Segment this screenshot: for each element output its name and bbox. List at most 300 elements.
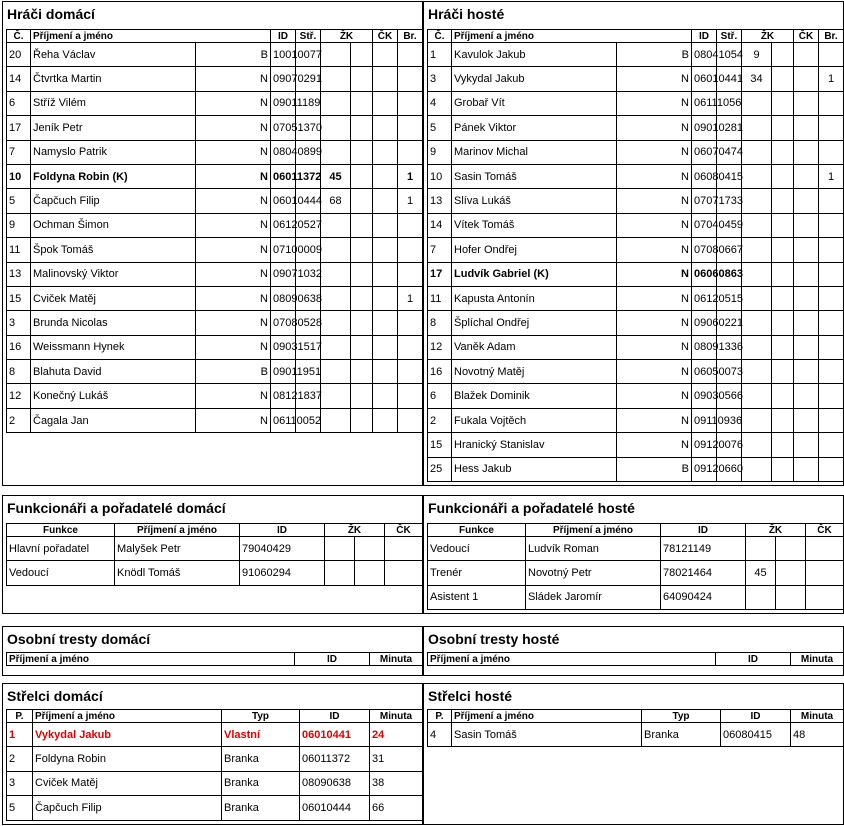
player-yellow-card <box>321 140 351 164</box>
player-number: 9 <box>7 213 31 237</box>
player-id: 07100009 <box>271 238 296 262</box>
player-number: 14 <box>7 67 31 91</box>
col-name: Příjmení a jméno <box>31 30 271 43</box>
player-number: 11 <box>7 238 31 262</box>
scorer-id: 06010444 <box>300 796 370 820</box>
player-id: 09120660 <box>692 457 717 481</box>
official-role: Asistent 1 <box>428 585 526 609</box>
col-minute: Minuta <box>791 653 844 666</box>
player-yellow-card-extra <box>351 91 373 115</box>
player-yellow-card-extra <box>772 91 794 115</box>
player-id: 10010077 <box>271 43 296 67</box>
player-name: Blahuta David <box>31 360 196 384</box>
player-number: 25 <box>428 457 452 481</box>
home-scorers-title: Střelci domácí <box>7 688 103 704</box>
player-number: 7 <box>7 140 31 164</box>
header-row <box>428 30 844 43</box>
player-name: Řeha Václav <box>31 43 196 67</box>
col-id: ID <box>716 653 791 666</box>
player-yellow-card <box>321 360 351 384</box>
player-red-card <box>373 140 398 164</box>
player-name: Kapusta Antonín <box>452 286 617 310</box>
col-minute: Minuta <box>370 710 423 723</box>
player-id: 09110936 <box>692 408 717 432</box>
official-name: Malyšek Petr <box>115 537 240 561</box>
header-row <box>428 653 844 666</box>
player-id: 06111056 <box>692 91 717 115</box>
player-number: 17 <box>7 116 31 140</box>
scorer-id: 06080415 <box>721 723 791 747</box>
player-goals-keeper <box>398 140 423 164</box>
player-row <box>7 408 423 432</box>
player-red-card <box>794 457 819 481</box>
player-yellow-card-extra <box>351 311 373 335</box>
player-position: B <box>196 43 271 67</box>
player-yellow-card-extra <box>351 67 373 91</box>
player-id: 09011189 <box>271 91 296 115</box>
official-yellow-card <box>325 561 355 585</box>
scorer-order: 2 <box>7 747 33 771</box>
player-position: N <box>617 213 692 237</box>
player-goals-keeper <box>398 408 423 432</box>
player-yellow-card-extra <box>772 311 794 335</box>
home-scorers-table <box>6 709 423 821</box>
player-goals-keeper: 1 <box>398 286 423 310</box>
player-yellow-card-extra <box>772 140 794 164</box>
home-players-table <box>6 29 423 433</box>
player-number: 3 <box>7 311 31 335</box>
player-yellow-card <box>742 116 772 140</box>
player-red-card <box>794 408 819 432</box>
player-yellow-card <box>321 262 351 286</box>
player-row <box>7 311 423 335</box>
player-yellow-card-extra <box>351 286 373 310</box>
player-yellow-card <box>321 213 351 237</box>
player-goals-keeper <box>398 335 423 359</box>
player-number: 12 <box>7 384 31 408</box>
player-id: 08041054 <box>692 43 717 67</box>
player-goals-keeper <box>398 67 423 91</box>
player-position: N <box>196 213 271 237</box>
player-goals-keeper <box>819 433 844 457</box>
player-id: 09070291 <box>271 67 296 91</box>
player-row <box>428 262 844 286</box>
player-position: N <box>196 286 271 310</box>
player-yellow-card-extra <box>351 116 373 140</box>
home-scorers-panel <box>2 683 423 825</box>
col-goals-keeper: Br. <box>398 30 423 43</box>
scorer-type: Branka <box>222 771 300 795</box>
player-row <box>7 140 423 164</box>
player-number: 12 <box>428 335 452 359</box>
home-players-panel <box>2 1 423 486</box>
scorer-type: Branka <box>222 796 300 820</box>
player-name: Kavulok Jakub <box>452 43 617 67</box>
player-number: 8 <box>428 311 452 335</box>
player-position: N <box>617 262 692 286</box>
player-row <box>428 164 844 188</box>
player-yellow-card <box>742 457 772 481</box>
player-goals-keeper: 1 <box>819 164 844 188</box>
player-goals-keeper: 1 <box>398 164 423 188</box>
player-yellow-card-extra <box>351 384 373 408</box>
player-red-card <box>373 408 398 432</box>
scorer-minute: 38 <box>370 771 423 795</box>
player-row <box>428 91 844 115</box>
player-red-card <box>794 311 819 335</box>
player-id: 06120527 <box>271 213 296 237</box>
player-yellow-card-extra <box>772 189 794 213</box>
player-row <box>7 189 423 213</box>
player-row <box>428 43 844 67</box>
scorer-name: Sasin Tomáš <box>452 723 642 747</box>
player-yellow-card <box>321 335 351 359</box>
player-name: Marinov Michal <box>452 140 617 164</box>
player-position: N <box>617 408 692 432</box>
player-yellow-card-extra <box>772 262 794 286</box>
player-goals-keeper <box>819 213 844 237</box>
player-row <box>428 335 844 359</box>
col-type: Typ <box>642 710 721 723</box>
player-red-card <box>373 238 398 262</box>
player-yellow-card <box>742 189 772 213</box>
player-yellow-card <box>742 360 772 384</box>
col-order: P. <box>7 710 33 723</box>
player-yellow-card-extra <box>772 286 794 310</box>
player-number: 14 <box>428 213 452 237</box>
col-number: Č. <box>7 30 31 43</box>
home-players-title: Hráči domácí <box>7 6 95 22</box>
player-red-card <box>373 311 398 335</box>
player-row <box>7 91 423 115</box>
official-id: 64090424 <box>661 585 746 609</box>
player-yellow-card-extra <box>351 189 373 213</box>
player-row <box>428 67 844 91</box>
col-yellow: ŽK <box>325 524 385 537</box>
player-goals-keeper <box>819 360 844 384</box>
player-goals-keeper <box>398 91 423 115</box>
player-yellow-card <box>742 335 772 359</box>
official-role: Vedoucí <box>7 561 115 585</box>
official-yellow-card-extra <box>355 537 385 561</box>
player-name: Ludvík Gabriel (K) <box>452 262 617 286</box>
player-red-card <box>373 384 398 408</box>
player-id: 09011951 <box>271 360 296 384</box>
scorer-type: Branka <box>222 747 300 771</box>
player-goals-keeper <box>398 311 423 335</box>
player-id: 06050073 <box>692 360 717 384</box>
player-row <box>428 360 844 384</box>
player-position: N <box>617 140 692 164</box>
player-yellow-card-extra <box>772 238 794 262</box>
player-position: N <box>617 360 692 384</box>
player-position: N <box>196 116 271 140</box>
player-red-card <box>373 189 398 213</box>
official-role: Hlavní pořadatel <box>7 537 115 561</box>
player-red-card <box>794 67 819 91</box>
player-yellow-card <box>742 384 772 408</box>
player-row <box>7 262 423 286</box>
player-yellow-card-extra <box>351 140 373 164</box>
official-name: Knödl Tomáš <box>115 561 240 585</box>
scorer-type: Vlastní <box>222 723 300 747</box>
player-row <box>428 286 844 310</box>
official-row <box>428 537 844 561</box>
player-yellow-card-extra <box>351 164 373 188</box>
player-yellow-card-extra <box>772 457 794 481</box>
header-row <box>428 710 844 723</box>
player-name: Novotný Matěj <box>452 360 617 384</box>
player-yellow-card: 45 <box>321 164 351 188</box>
away-scorers-title: Střelci hosté <box>428 688 513 704</box>
player-yellow-card <box>321 408 351 432</box>
official-yellow-card <box>325 537 355 561</box>
official-row <box>7 561 423 585</box>
player-red-card <box>794 286 819 310</box>
scorer-minute: 31 <box>370 747 423 771</box>
player-row <box>428 116 844 140</box>
player-yellow-card <box>742 213 772 237</box>
official-name: Novotný Petr <box>526 561 661 585</box>
player-position: N <box>196 335 271 359</box>
player-id: 06070474 <box>692 140 717 164</box>
player-name: Grobař Vít <box>452 91 617 115</box>
player-id: 08121837 <box>271 384 296 408</box>
player-id: 06080415 <box>692 164 717 188</box>
col-number: Č. <box>428 30 452 43</box>
away-scorers-table <box>427 709 844 747</box>
player-yellow-card-extra <box>772 164 794 188</box>
player-name: Ochman Šimon <box>31 213 196 237</box>
scorer-id: 06010441 <box>300 723 370 747</box>
player-yellow-card-extra <box>772 408 794 432</box>
col-id: ID <box>661 524 746 537</box>
col-red: ČK <box>385 524 423 537</box>
player-position: N <box>196 91 271 115</box>
player-id: 08091336 <box>692 335 717 359</box>
player-yellow-card-extra <box>351 335 373 359</box>
player-number: 8 <box>7 360 31 384</box>
player-position: N <box>617 286 692 310</box>
player-id: 07040459 <box>692 213 717 237</box>
col-role: Funkce <box>7 524 115 537</box>
player-number: 5 <box>7 189 31 213</box>
player-red-card <box>373 335 398 359</box>
col-name: Příjmení a jméno <box>526 524 661 537</box>
col-yellow: ŽK <box>742 30 794 43</box>
player-red-card <box>373 67 398 91</box>
player-position: N <box>196 238 271 262</box>
player-red-card <box>794 213 819 237</box>
col-id: ID <box>692 30 717 43</box>
player-yellow-card <box>742 262 772 286</box>
player-goals-keeper <box>819 140 844 164</box>
official-row <box>428 561 844 585</box>
home-officials-table <box>6 523 423 586</box>
player-yellow-card <box>321 91 351 115</box>
scorer-row <box>7 796 423 820</box>
player-position: N <box>196 311 271 335</box>
player-red-card <box>794 384 819 408</box>
player-number: 6 <box>7 91 31 115</box>
player-number: 2 <box>7 408 31 432</box>
home-penalties-table <box>6 652 423 666</box>
player-name: Foldyna Robin (K) <box>31 164 196 188</box>
player-position: N <box>617 116 692 140</box>
official-id: 91060294 <box>240 561 325 585</box>
player-yellow-card <box>742 286 772 310</box>
scorer-id: 08090638 <box>300 771 370 795</box>
player-yellow-card: 68 <box>321 189 351 213</box>
official-id: 78121149 <box>661 537 746 561</box>
player-goals-keeper <box>819 189 844 213</box>
player-position: N <box>617 335 692 359</box>
player-id: 08040899 <box>271 140 296 164</box>
player-number: 10 <box>7 164 31 188</box>
scorer-order: 5 <box>7 796 33 820</box>
player-goals-keeper <box>819 286 844 310</box>
player-goals-keeper <box>819 116 844 140</box>
player-position: N <box>196 140 271 164</box>
player-position: N <box>196 262 271 286</box>
player-yellow-card-extra <box>772 433 794 457</box>
player-number: 10 <box>428 164 452 188</box>
player-position: N <box>196 189 271 213</box>
official-red-card <box>806 561 844 585</box>
player-yellow-card <box>742 238 772 262</box>
player-goals-keeper <box>398 213 423 237</box>
player-name: Slíva Lukáš <box>452 189 617 213</box>
player-yellow-card-extra <box>351 262 373 286</box>
player-number: 11 <box>428 286 452 310</box>
player-yellow-card-extra <box>351 360 373 384</box>
player-name: Pánek Viktor <box>452 116 617 140</box>
col-name: Příjmení a jméno <box>452 30 692 43</box>
player-yellow-card <box>321 311 351 335</box>
player-name: Čtvrtka Martin <box>31 67 196 91</box>
player-goals-keeper <box>398 238 423 262</box>
col-yellow: ŽK <box>746 524 806 537</box>
player-position: N <box>617 164 692 188</box>
home-officials-panel <box>2 495 423 614</box>
player-name: Cviček Matěj <box>31 286 196 310</box>
player-yellow-card-extra <box>772 67 794 91</box>
player-id: 09010281 <box>692 116 717 140</box>
player-id: 06120515 <box>692 286 717 310</box>
official-role: Vedoucí <box>428 537 526 561</box>
player-red-card <box>373 43 398 67</box>
col-goals-keeper: Br. <box>819 30 844 43</box>
official-row <box>7 537 423 561</box>
player-number: 4 <box>428 91 452 115</box>
player-id: 06010444 <box>271 189 296 213</box>
player-yellow-card-extra <box>772 116 794 140</box>
away-players-panel <box>423 1 844 486</box>
away-penalties-panel <box>423 626 844 676</box>
player-position: N <box>617 67 692 91</box>
scorer-id: 06011372 <box>300 747 370 771</box>
player-yellow-card-extra <box>351 238 373 262</box>
player-yellow-card <box>321 238 351 262</box>
player-yellow-card <box>742 311 772 335</box>
scorer-order: 4 <box>428 723 452 747</box>
player-position: N <box>617 91 692 115</box>
player-yellow-card-extra <box>772 335 794 359</box>
home-officials-title: Funkcionáři a pořadatelé domácí <box>7 500 226 516</box>
col-name: Příjmení a jméno <box>452 710 642 723</box>
header-row <box>7 653 423 666</box>
player-row <box>428 238 844 262</box>
player-goals-keeper <box>819 384 844 408</box>
official-red-card <box>385 537 423 561</box>
official-id: 79040429 <box>240 537 325 561</box>
col-name: Příjmení a jméno <box>33 710 222 723</box>
player-id: 09060221 <box>692 311 717 335</box>
official-name: Sládek Jaromír <box>526 585 661 609</box>
player-number: 13 <box>428 189 452 213</box>
player-yellow-card-extra <box>351 43 373 67</box>
player-number: 15 <box>7 286 31 310</box>
player-goals-keeper <box>819 262 844 286</box>
player-number: 5 <box>428 116 452 140</box>
official-yellow-card-extra <box>776 561 806 585</box>
player-name: Weissmann Hynek <box>31 335 196 359</box>
player-number: 9 <box>428 140 452 164</box>
scorer-row <box>7 723 423 747</box>
player-number: 3 <box>428 67 452 91</box>
player-row <box>428 189 844 213</box>
player-yellow-card <box>321 286 351 310</box>
col-id: ID <box>300 710 370 723</box>
player-position: N <box>196 67 271 91</box>
player-yellow-card <box>321 43 351 67</box>
official-red-card <box>806 585 844 609</box>
player-name: Hranický Stanislav <box>452 433 617 457</box>
player-row <box>428 140 844 164</box>
player-id: 06110052 <box>271 408 296 432</box>
scorer-row <box>7 771 423 795</box>
player-goals-keeper: 1 <box>398 189 423 213</box>
col-name: Příjmení a jméno <box>7 653 295 666</box>
official-yellow-card-extra <box>776 537 806 561</box>
player-name: Brunda Nicolas <box>31 311 196 335</box>
player-position: N <box>196 164 271 188</box>
player-name: Čagala Jan <box>31 408 196 432</box>
player-name: Hofer Ondřej <box>452 238 617 262</box>
player-position: N <box>617 311 692 335</box>
col-red: ČK <box>373 30 398 43</box>
player-id: 09120076 <box>692 433 717 457</box>
away-penalties-title: Osobní tresty hosté <box>428 631 560 647</box>
player-name: Blažek Dominik <box>452 384 617 408</box>
col-type: Typ <box>222 710 300 723</box>
player-row <box>428 457 844 481</box>
player-yellow-card <box>321 116 351 140</box>
official-yellow-card <box>746 537 776 561</box>
player-position: B <box>617 457 692 481</box>
player-row <box>428 384 844 408</box>
official-id: 78021464 <box>661 561 746 585</box>
player-red-card <box>794 164 819 188</box>
player-yellow-card <box>321 67 351 91</box>
player-number: 7 <box>428 238 452 262</box>
player-name: Jeník Petr <box>31 116 196 140</box>
scorer-name: Foldyna Robin <box>33 747 222 771</box>
player-red-card <box>373 116 398 140</box>
player-id: 09030566 <box>692 384 717 408</box>
player-row <box>7 67 423 91</box>
col-minute: Minuta <box>370 653 423 666</box>
